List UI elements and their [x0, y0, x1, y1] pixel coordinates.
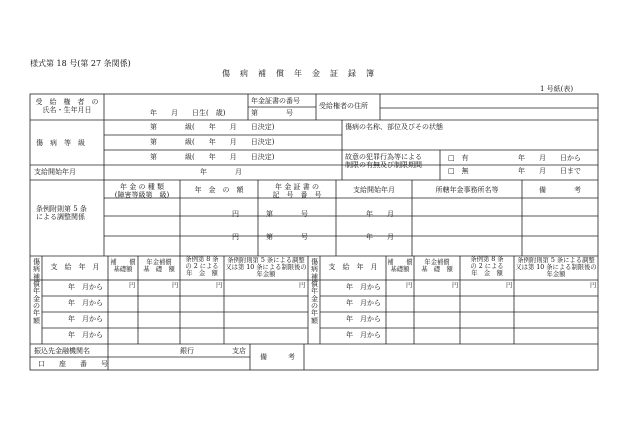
ledger-row-right-2[interactable]: 年 月から [346, 299, 381, 307]
grade-row-1[interactable]: 第 級( 年 月 日決定) [150, 123, 275, 131]
crime-yes-checkbox[interactable]: □ 有 [448, 154, 469, 162]
ledger-side-label-right: 傷病補償年金の年額 [311, 258, 318, 325]
cert-number-field[interactable]: 第 号 [251, 109, 293, 117]
ledger-col-art5-right: 条例附則第 5 条による調整又は第 10 条による制限後の年金額 [515, 257, 597, 279]
ledger-row-right-3[interactable]: 年 月から [346, 315, 381, 323]
adjust-yen-2: 円 [232, 233, 239, 241]
grade-label: 傷 病 等 級 [36, 139, 85, 147]
ledger-col-pension-basic-left: 年金補償 基 礎 額 [143, 259, 175, 274]
form-number: 様式第 18 号(第 27 条関係) [30, 59, 131, 68]
adjust-no-2[interactable]: 第 号 [266, 233, 308, 241]
grade-row-2[interactable]: 第 級( 年 月 日決定) [150, 138, 275, 146]
branch-label: 支店 [232, 347, 246, 355]
ledger-col-basic-right: 補 償 基礎額 [387, 259, 413, 274]
page-label: 1 号紙(表) [540, 85, 574, 93]
ledger-col-ym-left: 支 給 年 月 [50, 263, 100, 271]
crime-no-checkbox[interactable]: □ 無 [448, 167, 469, 175]
ledger-yen-l3: 円 [216, 282, 223, 289]
ledger-side-label-left: 傷病補償年金の年額 [33, 258, 40, 325]
account-number-label: 口 座 番 号 [38, 360, 108, 368]
adjust-label: 条例附則第 5 条 による調整関係 [36, 205, 87, 222]
col-start: 支給開始年月 [353, 186, 395, 194]
ledger-row-left-2[interactable]: 年 月から [68, 299, 103, 307]
adjust-no-1[interactable]: 第 号 [266, 210, 308, 218]
ledger-col-art8-left: 条例第 8 条 の 2 による 年 金 額 [185, 256, 219, 277]
disease-label: 傷病の名称、部位及びその状態 [345, 123, 443, 131]
ledger-row-right-1[interactable]: 年 月から [346, 283, 381, 291]
ledger-yen-l4: 円 [299, 282, 306, 289]
adjust-ym-2[interactable]: 年 月 [366, 233, 394, 241]
ledger-yen-r1: 円 [406, 282, 413, 289]
crime-restriction-label: 故意の犯罪行為等による 制限の有無及び制限期間 [345, 153, 422, 170]
ledger-row-left-1[interactable]: 年 月から [68, 283, 103, 291]
bank-label: 銀行 [180, 347, 194, 355]
ledger-yen-r3: 円 [506, 282, 513, 289]
ledger-col-art5-left: 条例附則第 5 条による調整又は第 10 条による制限後の年金額 [225, 257, 307, 279]
col-cert-number: 年 金 証 書 の 記 号 番 号 [272, 183, 322, 200]
bank-note-label: 備 考 [260, 353, 295, 361]
start-label: 支給開始年月 [34, 168, 76, 176]
ledger-row-left-3[interactable]: 年 月から [68, 315, 103, 323]
ledger-col-pension-basic-right: 年金補償 基 礎 額 [421, 259, 453, 274]
ledger-col-basic-left: 補 償 基礎額 [110, 259, 136, 274]
recipient-name-label: 受 給 権 者 の 氏名・生年月日 [35, 98, 99, 115]
col-pension-amount: 年 金 の 額 [194, 186, 244, 194]
ledger-row-left-4[interactable]: 年 月から [68, 331, 103, 339]
col-note: 備 考 [539, 186, 581, 194]
ledger-yen-r2: 円 [452, 282, 459, 289]
ledger-yen-r4: 円 [590, 282, 597, 289]
page-title: 傷 病 補 償 年 金 証 録 簿 [222, 69, 375, 78]
adjust-ym-1[interactable]: 年 月 [366, 210, 394, 218]
address-label: 受給権者の住所 [319, 102, 368, 110]
grade-row-3[interactable]: 第 級( 年 月 日決定) [150, 153, 275, 161]
start-fields[interactable]: 年 月 [200, 168, 242, 176]
col-office: 所轄年金事務所名等 [435, 186, 499, 194]
birth-fields[interactable]: 年 月 日生( 歳) [150, 109, 226, 117]
col-pension-kind: 年 金 の 種 類 (障害等級第 級) [114, 183, 170, 200]
ledger-col-art8-right: 条例第 8 条 の 2 による 年 金 額 [470, 256, 504, 277]
cert-number-label: 年金証書の番号 [251, 97, 300, 105]
ledger-yen-l2: 円 [172, 282, 179, 289]
crime-from-date[interactable]: 年 月 日から [518, 154, 581, 162]
ledger-col-ym-right: 支 給 年 月 [328, 263, 378, 271]
bank-name-label: 振込先金融機関名 [34, 347, 90, 355]
crime-until-date[interactable]: 年 月 日まで [518, 167, 581, 175]
adjust-yen-1: 円 [232, 210, 239, 218]
ledger-row-right-4[interactable]: 年 月から [346, 331, 381, 339]
ledger-yen-l1: 円 [129, 282, 136, 289]
